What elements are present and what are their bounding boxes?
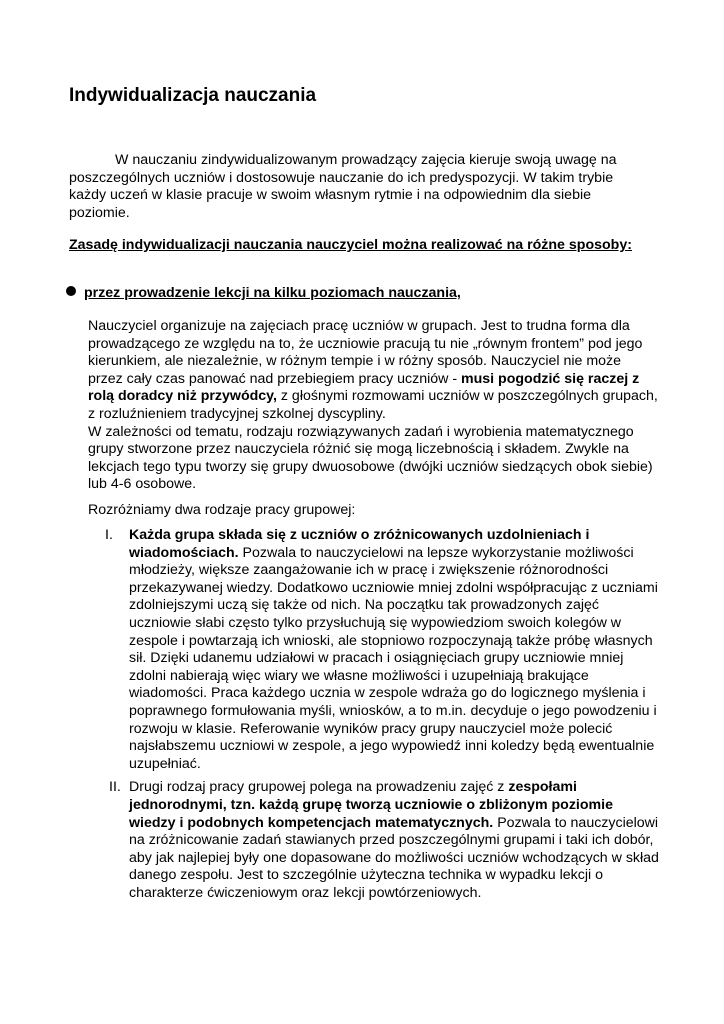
group-work-paragraph xyxy=(88,318,658,494)
document-title: Indywidualizacja nauczania xyxy=(69,85,317,106)
bullet-dot-icon xyxy=(66,286,76,296)
list-item-text: Drugi rodzaj pracy grupowej polega na prowadzeniu zajęć z xyxy=(129,779,509,796)
list-item-text: Pozwala to nauczycielowi na lepsze wykorzystanie możliwości młodzieży, większe zaangażowanie ich w pracę i zwiększenie różnorodności przekazywanej wiedzy. Dodatkowo uczniowie mniej zdolni współpracując z uczniami zdolniejszymi uczą się także od nich. Na początku tak prowadzonych zajęć uczniowie słabi często tylko przysłuchują się wypowiedziom swoich kolegów w zespole i powtarzają ich wnioski, ale stopniowo rozpoczynają także próbę własnych sił. Dzięki udanemu udziałowi w pracach i osiągnięciach grupy uczniowie mniej zdolni nabierają więc wiary we własne możliwości i uzupełniają brakujące wiadomości. Praca każdego ucznia w zespole wdraża go do logicznego myślenia i poprawnego formułowania myśli, wniosków, a to m.in. decyduje o jego powodzeniu i rozwoju w klasie. Referowanie wyników pracy grupy nauczyciel może polecić najsłabszemu uczniowi w zespole, a jego wypowiedź inni koledzy będą ewentualnie uzupełniać. xyxy=(129,544,658,772)
list-marker: I. xyxy=(105,527,113,543)
paragraph-bold-text: musi pogodzić się raczej z rolą doradcy niż przywódcy, xyxy=(88,370,640,405)
group-types-intro: Rozróżniamy dwa rodzaje pracy grupowej: xyxy=(88,502,356,518)
intro-paragraph: W nauczaniu zindywidualizowanym prowadzący zajęcia kieruje swoją uwagę na poszczególnych uczniów i dostosowuje nauczanie do ich predyspozycji. W takim trybie każdy uczeń w klasie pracuje w swoim własnym rytmie i na odpowiednim dla siebie poziomie. xyxy=(69,152,617,221)
list-item xyxy=(88,779,663,902)
list-item-bold: Każda grupa składa się z uczniów o zróżnicowanych uzdolnieniach i wiadomościach. xyxy=(129,527,590,561)
list-item-text: Pozwala to nauczycielowi na zróżnicowanie zadań stawianych przed poszczególnymi grupami i taki ich dobór, aby jak najlepiej były one dopasowane do możliwości uczniów wchodzących w skład danego zespołu. Jest to szczególnie użyteczna technika w wypadku lekcji o charakterze ćwiczeniowym oraz lekcji powtórzeniowych. xyxy=(129,814,659,901)
list-marker: II. xyxy=(109,779,121,796)
paragraph-text: W zależności od tematu, rodzaju rozwiązywanych zadań i wyrobienia matematycznego grupy stworzone przez nauczyciela różnić się mogą liczebnością i składem. Zwykle na lekcjach tego typu tworzy się grupy dwuosobowe (dwójki uczniów siedzących obok siebie) lub 4-6 osobowe. xyxy=(88,423,653,493)
group-types-list xyxy=(88,527,663,908)
list-item xyxy=(88,527,663,773)
list-item-bold: zespołami jednorodnymi, tzn. każdą grupę tworzą uczniowie o zbliżonym poziomie wiedzy i podobnych kompetencjach matematycznych. xyxy=(129,779,613,831)
bullet-text: przez prowadzenie lekcji na kilku poziomach nauczania, xyxy=(84,285,461,301)
bullet-item xyxy=(66,285,666,303)
paragraph-text: Nauczyciel organizuje na zajęciach pracę uczniów w grupach. Jest to trudna forma dla prowadzącego ze względu na to, że uczniowie pracują tu nie „równym frontem” pod jego kierunkiem, ale niezależnie, w różnym tempie i w różny sposób. Nauczyciel nie może przez cały czas panować nad przebiegiem pracy uczniów - xyxy=(88,318,643,387)
paragraph-text: z głośnymi rozmowami uczniów w poszczególnych grupach, z rozluźnieniem tradycyjnej szkolnej dyscypliny. xyxy=(88,388,658,422)
section-heading: Zasadę indywidualizacji nauczania nauczyciel można realizować na różne sposoby: xyxy=(69,237,632,253)
